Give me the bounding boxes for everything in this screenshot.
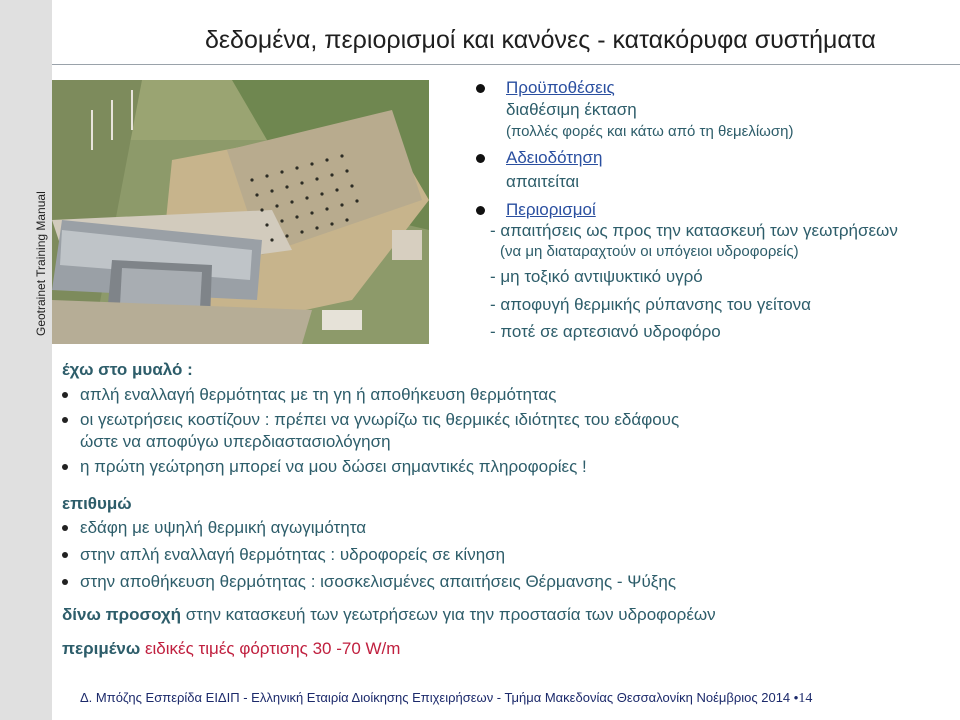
list-item-continuation: ώστε να αποφύγω υπερδιαστασιολόγηση	[80, 432, 391, 451]
list-item-line: - μη τοξικό αντιψυκτικό υγρό	[490, 267, 703, 286]
list-item-line: (πολλές φορές και κάτω από τη θεμελίωση)	[506, 123, 794, 140]
list-item-line: απαιτείται	[506, 172, 580, 191]
bullet-icon	[62, 417, 68, 423]
section-heading-mind: έχω στο μυαλό :	[62, 360, 193, 379]
heading-restrictions[interactable]: Περιορισμοί	[506, 200, 596, 219]
title-divider	[52, 64, 960, 65]
bullet-icon	[476, 84, 485, 93]
list-item: εδάφη με υψηλή θερμική αγωγιμότητα	[80, 518, 367, 537]
bullet-icon	[476, 154, 485, 163]
list-item-line: (να μη διαταραχτούν οι υπόγειοι υδροφορείς)	[500, 243, 799, 260]
list-item: στην απλή εναλλαγή θερμότητας : υδροφορείς σε κίνηση	[80, 545, 506, 564]
expect-line	[62, 639, 400, 659]
aerial-photo	[52, 80, 429, 344]
heading-preconditions[interactable]: Προϋποθέσεις	[506, 78, 615, 97]
bullet-icon	[62, 464, 68, 470]
list-item-line: - απαιτήσεις ως προς την κατασκευή των γεωτρήσεων	[490, 221, 898, 240]
page-number: 14	[798, 691, 813, 706]
list-item: η πρώτη γεώτρηση μπορεί να μου δώσει σημαντικές πληροφορίες !	[80, 457, 587, 476]
page-title: δεδομένα, περιορισμοί και κανόνες - κατακόρυφα συστήματα	[205, 26, 876, 54]
bullet-icon	[62, 392, 68, 398]
list-item-line: - αποφυγή θερμικής ρύπανσης του γείτονα	[490, 295, 812, 314]
list-item: απλή εναλλαγή θερμότητας με τη γη ή αποθήκευση θερμότητας	[80, 385, 557, 404]
list-item: στην αποθήκευση θερμότητας : ισοσκελισμένες απαιτήσεις Θέρμανσης - Ψύξης	[80, 572, 677, 591]
sidebar-label: Geotrainet Training Manual	[34, 191, 48, 336]
expect-text: ειδικές τιμές φόρτισης 30 -70 W/m	[144, 639, 401, 658]
section-heading-wish: επιθυμώ	[62, 494, 132, 513]
list-item-line: διαθέσιμη έκταση	[506, 100, 637, 119]
footer	[80, 690, 812, 707]
bullet-icon	[62, 525, 68, 531]
attention-line	[62, 605, 716, 625]
bullet-icon	[476, 206, 485, 215]
sidebar	[0, 0, 52, 720]
bullet-icon	[62, 579, 68, 585]
footer-text: Δ. Μπόζης Εσπερίδα ΕΙΔΙΠ - Ελληνική Εταιρία Διοίκησης Επιχειρήσεων - Τμήμα Μακεδονίας Θεσσαλονίκη Νοέμβριος 2014 •	[80, 690, 799, 705]
list-item: οι γεωτρήσεις κοστίζουν : πρέπει να γνωρίζω τις θερμικές ιδιότητες του εδάφους	[80, 410, 680, 429]
attention-label: δίνω προσοχή	[62, 605, 182, 624]
heading-licensing[interactable]: Αδειοδότηση	[506, 148, 603, 167]
attention-text: στην κατασκευή των γεωτρήσεων για την προστασία των υδροφορέων	[185, 605, 716, 624]
expect-label: περιμένω	[62, 639, 141, 658]
bullet-icon	[62, 552, 68, 558]
list-item-line: - ποτέ σε αρτεσιανό υδροφόρο	[490, 322, 721, 341]
